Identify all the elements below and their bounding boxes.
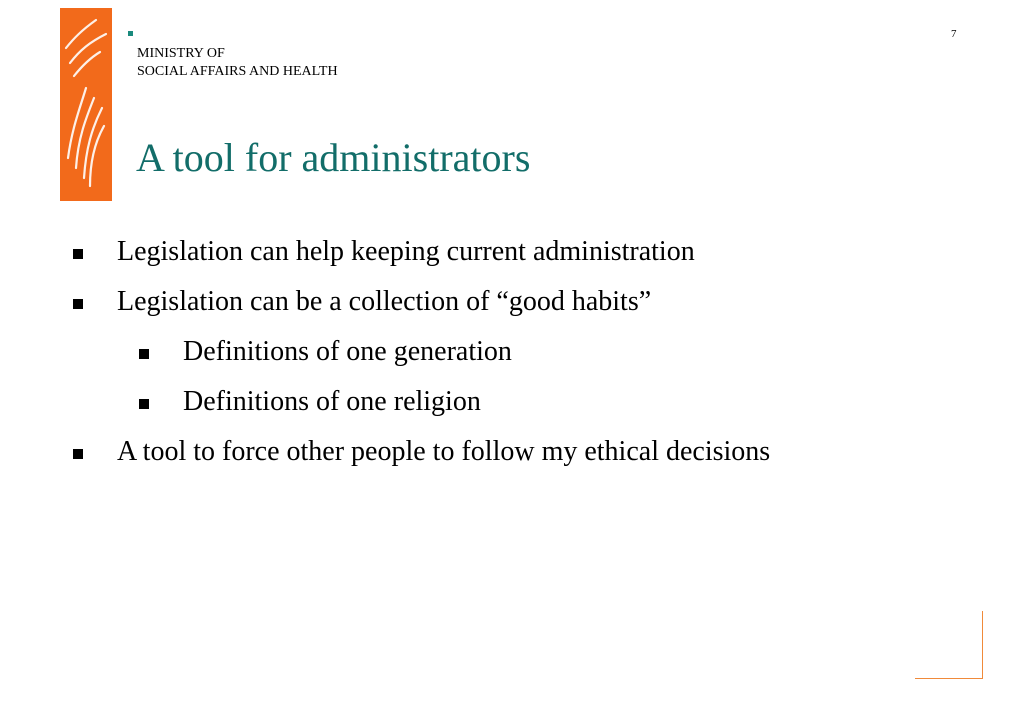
sub-bullet-item: Definitions of one generation	[183, 336, 512, 367]
bullet-marker	[73, 299, 83, 309]
org-line-1: MINISTRY OF	[137, 46, 225, 61]
sub-bullet-marker	[139, 399, 149, 409]
sub-bullet-item: Definitions of one religion	[183, 386, 481, 417]
corner-decoration-horizontal	[915, 678, 983, 679]
corner-decoration-vertical	[982, 611, 983, 679]
slide-title: A tool for administrators	[136, 135, 531, 180]
bullet-marker	[73, 249, 83, 259]
org-line-2: SOCIAL AFFAIRS AND HEALTH	[137, 64, 338, 79]
page-number: 7	[951, 28, 957, 40]
bullet-marker	[73, 449, 83, 459]
bullet-item: Legislation can be a collection of “good habits”	[117, 286, 652, 317]
bullet-item: A tool to force other people to follow my ethical decisions	[117, 436, 771, 467]
bullet-item: Legislation can help keeping current administration	[117, 236, 695, 267]
sub-bullet-marker	[139, 349, 149, 359]
